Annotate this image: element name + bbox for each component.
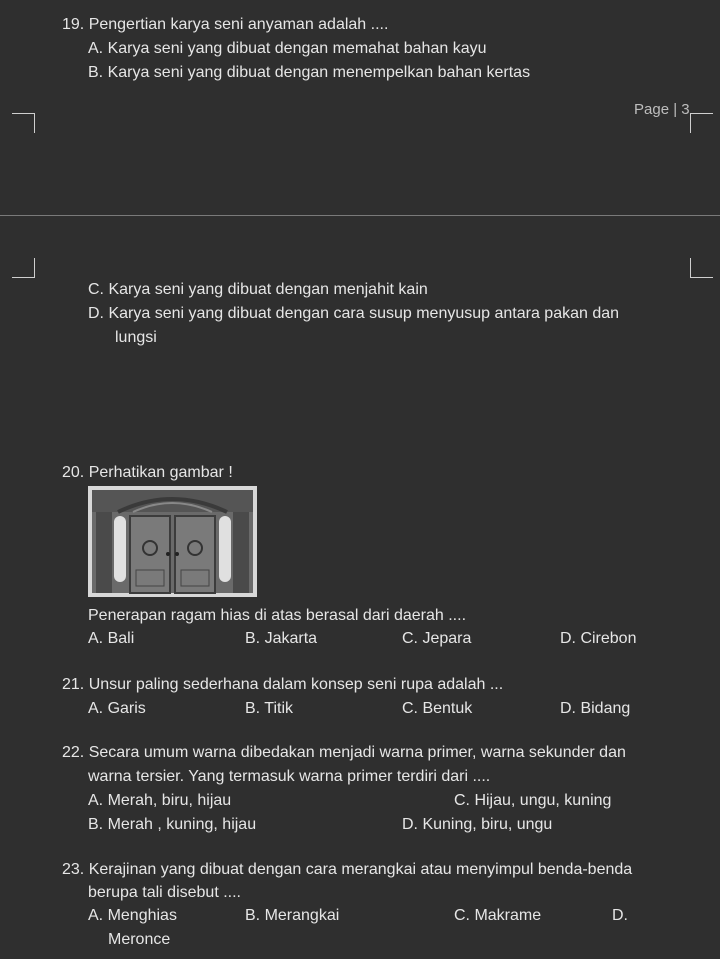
q22-option-a: A. Merah, biru, hijau — [88, 792, 232, 809]
q20-option-d: D. Cirebon — [560, 630, 637, 647]
q22-option-d: D. Kuning, biru, ungu — [402, 816, 553, 833]
q21-option-c: C. Bentuk — [402, 700, 473, 717]
q22-option-b: B. Merah , kuning, hijau — [88, 816, 257, 833]
question-19: 19. Pengertian karya seni anyaman adalah .... — [62, 16, 389, 33]
carved-door-image — [88, 486, 257, 597]
crop-mark-top-right — [690, 113, 713, 133]
question-22-line-2: warna tersier. Yang termasuk warna primer terdiri dari .... — [88, 768, 491, 785]
q19-option-d: D. Karya seni yang dibuat dengan cara susup menyusup antara pakan dan — [88, 305, 620, 322]
q19-option-d-continuation: lungsi — [115, 329, 157, 346]
q23-option-c: C. Makrame — [454, 907, 542, 924]
q23-option-b: B. Merangkai — [245, 907, 340, 924]
q23-option-d-continuation: Meronce — [108, 931, 171, 948]
q19-option-b: B. Karya seni yang dibuat dengan menempelkan bahan kertas — [88, 64, 531, 81]
q21-option-d: D. Bidang — [560, 700, 631, 717]
crop-mark-bottom-right — [690, 258, 713, 278]
q20-option-b: B. Jakarta — [245, 630, 318, 647]
question-22-line-1: 22. Secara umum warna dibedakan menjadi warna primer, warna sekunder dan — [62, 744, 626, 761]
q23-option-a: A. Menghias — [88, 907, 177, 924]
crop-mark-bottom-left — [12, 258, 35, 278]
q19-option-a: A. Karya seni yang dibuat dengan memahat bahan kayu — [88, 40, 487, 57]
question-23-line-2: berupa tali disebut .... — [88, 884, 241, 901]
page-break-divider — [0, 215, 720, 216]
q21-option-b: B. Titik — [245, 700, 294, 717]
page-number: Page | 3 — [634, 101, 690, 118]
q20-prompt: Penerapan ragam hias di atas berasal dari daerah .... — [88, 607, 467, 624]
question-23-line-1: 23. Kerajinan yang dibuat dengan cara merangkai atau menyimpul benda-benda — [62, 861, 633, 878]
crop-mark-top-left — [12, 113, 35, 133]
question-20: 20. Perhatikan gambar ! — [62, 464, 233, 481]
q21-option-a: A. Garis — [88, 700, 146, 717]
question-21: 21. Unsur paling sederhana dalam konsep seni rupa adalah ... — [62, 676, 504, 693]
q20-option-a: A. Bali — [88, 630, 135, 647]
q19-option-c: C. Karya seni yang dibuat dengan menjahit kain — [88, 281, 428, 298]
q20-option-c: C. Jepara — [402, 630, 472, 647]
q22-option-c: C. Hijau, ungu, kuning — [454, 792, 612, 809]
q23-option-d: D. — [612, 907, 628, 924]
